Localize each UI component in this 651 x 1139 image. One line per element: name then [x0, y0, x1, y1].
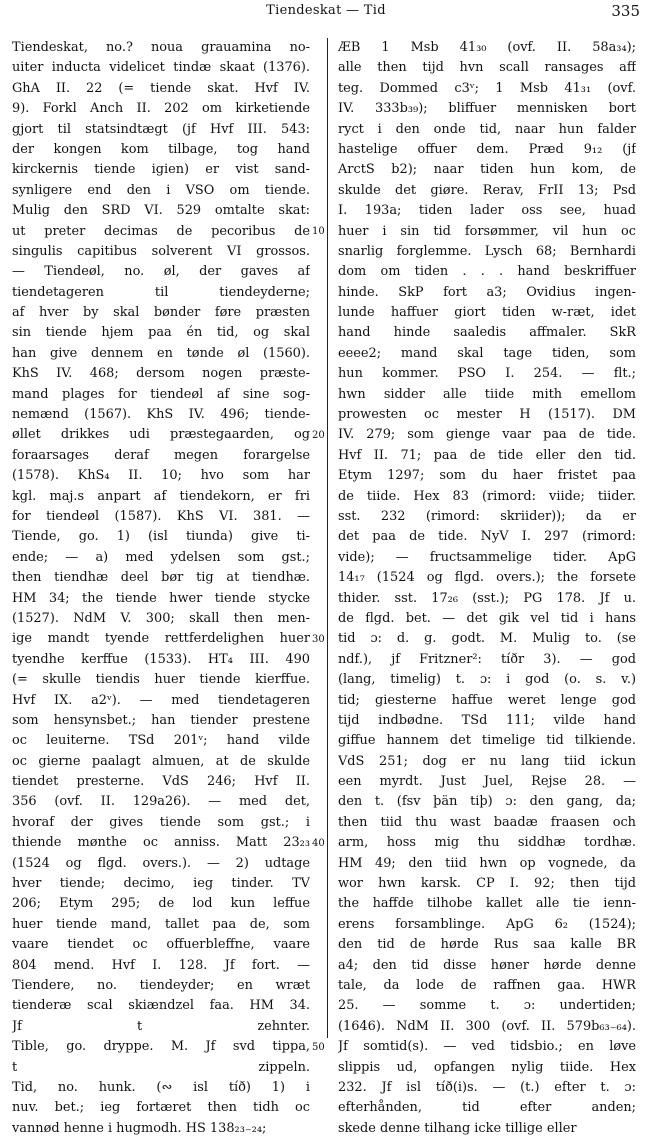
text-line: tid ɔ: d. g. godt. M. Mulig to. (se [338, 631, 636, 647]
text-line: Tiendere, no. tiendeyder; en wræt [12, 977, 310, 993]
text-line: 232. Jf isl tíð(i)s. — (t.) efter t. ɔ: [338, 1079, 636, 1095]
text-line: det paa de tide. NyV I. 297 (rimord: [338, 529, 636, 545]
page-number: 335 [611, 2, 640, 20]
text-line: 9). Forkl Anch II. 202 om kirketiende [12, 101, 310, 117]
text-line: vide); — fructsammelige tider. ApG [338, 549, 636, 565]
text-line: — Tiendeøl, no. øl, der gaves af [12, 264, 310, 280]
text-line: mand plages for tiendeøl af sine sog- [12, 386, 310, 402]
text-line: hastelige offuer dem. Præd 9₁₂ (jf [338, 141, 636, 157]
text-line: ryct i den onde tid, naar hun falder [338, 121, 636, 137]
text-line: Etym 1297; som du haer fristet paa [338, 468, 636, 484]
text-line: 206; Etym 295; de lod kun leffue [12, 896, 310, 912]
text-line: 804 mend. Hvf I. 128. Jf fort. — [12, 957, 310, 973]
left-column [12, 38, 310, 1139]
text-line: gjort til statsindtægt (jf Hvf III. 543: [12, 121, 310, 137]
margin-line-number: 10 [312, 225, 325, 237]
text-line: alle then tijd hvn scall ransages aff [338, 60, 636, 76]
text-line: a4; den tid disse høner hørde denne [338, 957, 636, 973]
text-line: ut preter decimas de pecoribus de [12, 223, 310, 239]
text-line: tale, da lode de raffnen gaa. HWR [338, 977, 636, 993]
text-line: dom om tiden . . . hand beskriffuer [338, 264, 636, 280]
text-line: Jf t zehnter. [12, 1018, 310, 1034]
text-line: t zippeln. [12, 1059, 310, 1075]
text-line: the haffde tilhobe kallet alle tie ienn- [338, 896, 636, 912]
text-line: hver tiende; decimo, ieg tinder. TV [12, 876, 310, 892]
text-line: GhA II. 22 (= tiende skat. Hvf IV. [12, 80, 310, 96]
text-line: tiendet presterne. VdS 246; Hvf II. [12, 774, 310, 790]
text-line: Tiendeskat, no.? noua grauamina no- [12, 40, 310, 55]
text-line: Mulig den SRD VI. 529 omtalte skat: [12, 203, 310, 219]
text-line: (= skulle tiendis huer tiende kierffue. [12, 672, 310, 688]
text-line: kgl. maj.s anpart af tiendekorn, er fri [12, 488, 310, 504]
text-line: HM 34; the tiende hwer tiende stycke [12, 590, 310, 606]
text-line: hinde. SkP fort a3; Ovidius ingen- [338, 284, 636, 300]
text-line: IV. 333b₃₉); bliffuer mennisken bort [338, 101, 636, 117]
text-line: de flgd. bet. — det gik vel tid i hans [338, 610, 636, 626]
page-header [12, 3, 640, 23]
column-divider [327, 38, 328, 1038]
margin-line-number: 40 [312, 837, 325, 849]
text-line: huer i sin tid forsømmer, vil hun oc [338, 223, 636, 239]
text-line: tyendhe kerffue (1533). HT₄ III. 490 [12, 651, 310, 667]
text-line: tid; giesterne haffue weret lenge god [338, 692, 636, 708]
text-line: (lang, timelig) t. ɔ: i god (o. s. v.) [338, 672, 636, 688]
text-line: tienderæ scal skiændzel faa. HM 34. [12, 998, 310, 1014]
text-line: han give dennem en tønde øl (1560). [12, 345, 310, 361]
text-line: kirckernis tiende igien) er vist sand- [12, 162, 310, 178]
text-line: oc gierne paalagt almuen, at de skulde [12, 753, 310, 769]
text-line: Tible, go. dryppe. M. Jf svd tippa, [12, 1039, 310, 1055]
text-line: lunde haffuer giort tiden w-ræt, idet [338, 305, 636, 321]
text-line: skulde det giøre. Rerav, FrII 13; Psd [338, 182, 636, 198]
text-line: Jf somtid(s). — ved tidsbio.; en løve [338, 1039, 636, 1055]
text-line: snarlig forglemme. Lysch 68; Bernhardi [338, 243, 636, 259]
text-line: hand hinde saaledis affmaler. SkR [338, 325, 636, 341]
text-line: (1578). KhS₄ II. 10; hvo som har [12, 468, 310, 484]
text-line: thiende mønthe oc anniss. Matt 23₂₃ [12, 835, 310, 851]
text-line: erens forsamblinge. ApG 6₂ (1524); [338, 916, 636, 932]
text-line: IV. 279; som gienge vaar paa de tide. [338, 427, 636, 443]
text-line: ige mandt tyende rettferdelighen huer [12, 631, 310, 647]
text-line: ende; — a) med ydelsen som gst.; [12, 549, 310, 565]
text-line: 356 (ovf. II. 129a26). — med det, [12, 794, 310, 810]
text-line: tijd indbødne. TSd 111; vilde hand [338, 712, 636, 728]
text-line: vaare tiendet oc offuerbleffne, vaare [12, 937, 310, 953]
text-line: (1524 og flgd. overs.). — 2) udtage [12, 855, 310, 871]
text-line: hwn sidder alle tiide mith emellom [338, 386, 636, 402]
text-line: then tiendhæ deel bør tig at tiendhæ. [12, 570, 310, 586]
text-line: Hvf IX. a2ᵛ). — med tiendetageren [12, 692, 310, 708]
text-line: Tiende, go. 1) (isl tiunda) give ti- [12, 529, 310, 545]
text-line: der kongen kom tilbage, tog hand [12, 141, 310, 157]
text-line: 25. — somme t. ɔ: undertiden; [338, 998, 636, 1014]
text-line: sst. 232 (rimord: skriider)); da er [338, 508, 636, 524]
text-line: af hver by skal bønder føre præsten [12, 305, 310, 321]
right-column [338, 38, 636, 1139]
text-line: teg. Dommed c3ᵛ; 1 Msb 41₃₁ (ovf. [338, 80, 636, 96]
text-line: skede denne tilhang icke tillige eller [338, 1120, 577, 1136]
text-line: eeee2; mand skal tage tiden, som [338, 345, 636, 361]
text-line: thider. sst. 17₂₆ (sst.); PG 178. Jf u. [338, 590, 636, 606]
margin-line-number: 50 [312, 1041, 325, 1053]
text-line: een myrdt. Just Juel, Rejse 28. — [338, 774, 636, 790]
margin-line-number: 20 [312, 429, 325, 441]
text-line: slippis ud, opfangen nylig tiide. Hex [338, 1059, 636, 1075]
text-line: nemænd (1567). KhS IV. 496; tiende- [12, 407, 310, 423]
text-line: sin tiende hjem paa én tid, og skal [12, 325, 310, 341]
running-head: Tiendeskat — Tid [266, 3, 386, 18]
text-line: Hvf II. 71; paa de tide eller den tid. [338, 447, 636, 463]
text-line: KhS IV. 468; dersom nogen præste- [12, 366, 310, 382]
text-line: for tiendeøl (1587). KhS VI. 381. — [12, 508, 310, 524]
text-line: ArctS b2); naar tiden hun kom, de [338, 162, 636, 178]
text-line: foraarsages deraf megen forargelse [12, 447, 310, 463]
text-line: prowesten oc mester H (1517). DM [338, 407, 636, 423]
text-line: øllet drikkes udi præstegaarden, og [12, 427, 310, 443]
text-line: tiendetageren til tiendeyderne; [12, 284, 310, 300]
text-line: som hensynsbet.; han tiender prestene [12, 712, 310, 728]
text-line: den t. (fsv þän tiþ) ɔ: den gang, da; [338, 794, 636, 810]
text-line: (1527). NdM V. 300; skall then men- [12, 610, 310, 626]
text-line: then tiid thu wast baadæ fraasen och [338, 814, 636, 830]
text-line: singulis capitibus solverent VI grossos. [12, 243, 310, 259]
text-line: HM 49; den tiid hwn op vognede, da [338, 855, 636, 871]
text-line: wor hwn karsk. CP I. 92; then tijd [338, 876, 636, 892]
text-line: den tid de hørde Rus saa kalle BR [338, 937, 636, 953]
text-line: arm, hoss mig thu siddhæ tordhæ. [338, 835, 636, 851]
text-line: hvoraf der gives tiende som gst.; i [12, 814, 310, 830]
text-line: ndf.), jf Fritzner²: tíðr 3). — god [338, 651, 636, 667]
text-line: 14₁₇ (1524 og flgd. overs.); the forsete [338, 570, 636, 586]
text-line: ÆB 1 Msb 41₃₀ (ovf. II. 58a₃₄); [338, 40, 636, 55]
text-line: oc leuiterne. TSd 201ᵛ; hand vilde [12, 733, 310, 749]
text-line: efterhånden, tid efter anden; [338, 1100, 636, 1116]
margin-line-number: 30 [312, 633, 325, 645]
text-line: vannød henne i hugmodh. HS 138₂₃₋₂₄; [12, 1120, 267, 1136]
text-line: I. 193a; tiden lader oss see, huad [338, 203, 636, 219]
text-line: nuv. bet.; ieg fortæret then tidh oc [12, 1100, 310, 1116]
text-line: (1646). NdM II. 300 (ovf. II. 579b₆₃₋₆₄). [338, 1018, 636, 1034]
text-line: VdS 251; dog er nu lang tiid ickun [338, 753, 636, 769]
text-line: synligere end den i VSO om tiende. [12, 182, 310, 198]
text-line: uiter inducta videlicet tindæ skaat (1376). [12, 60, 310, 76]
text-line: giffue hannem det timelige tid tilkiende. [338, 733, 636, 749]
text-line: Tid, no. hunk. (∾ isl tíð) 1) i [12, 1079, 310, 1095]
text-line: hun kommer. PSO I. 254. — flt.; [338, 366, 636, 382]
text-line: de tiide. Hex 83 (rimord: viide; tiider. [338, 488, 636, 504]
text-line: huer tiende mand, tallet paa de, som [12, 916, 310, 932]
